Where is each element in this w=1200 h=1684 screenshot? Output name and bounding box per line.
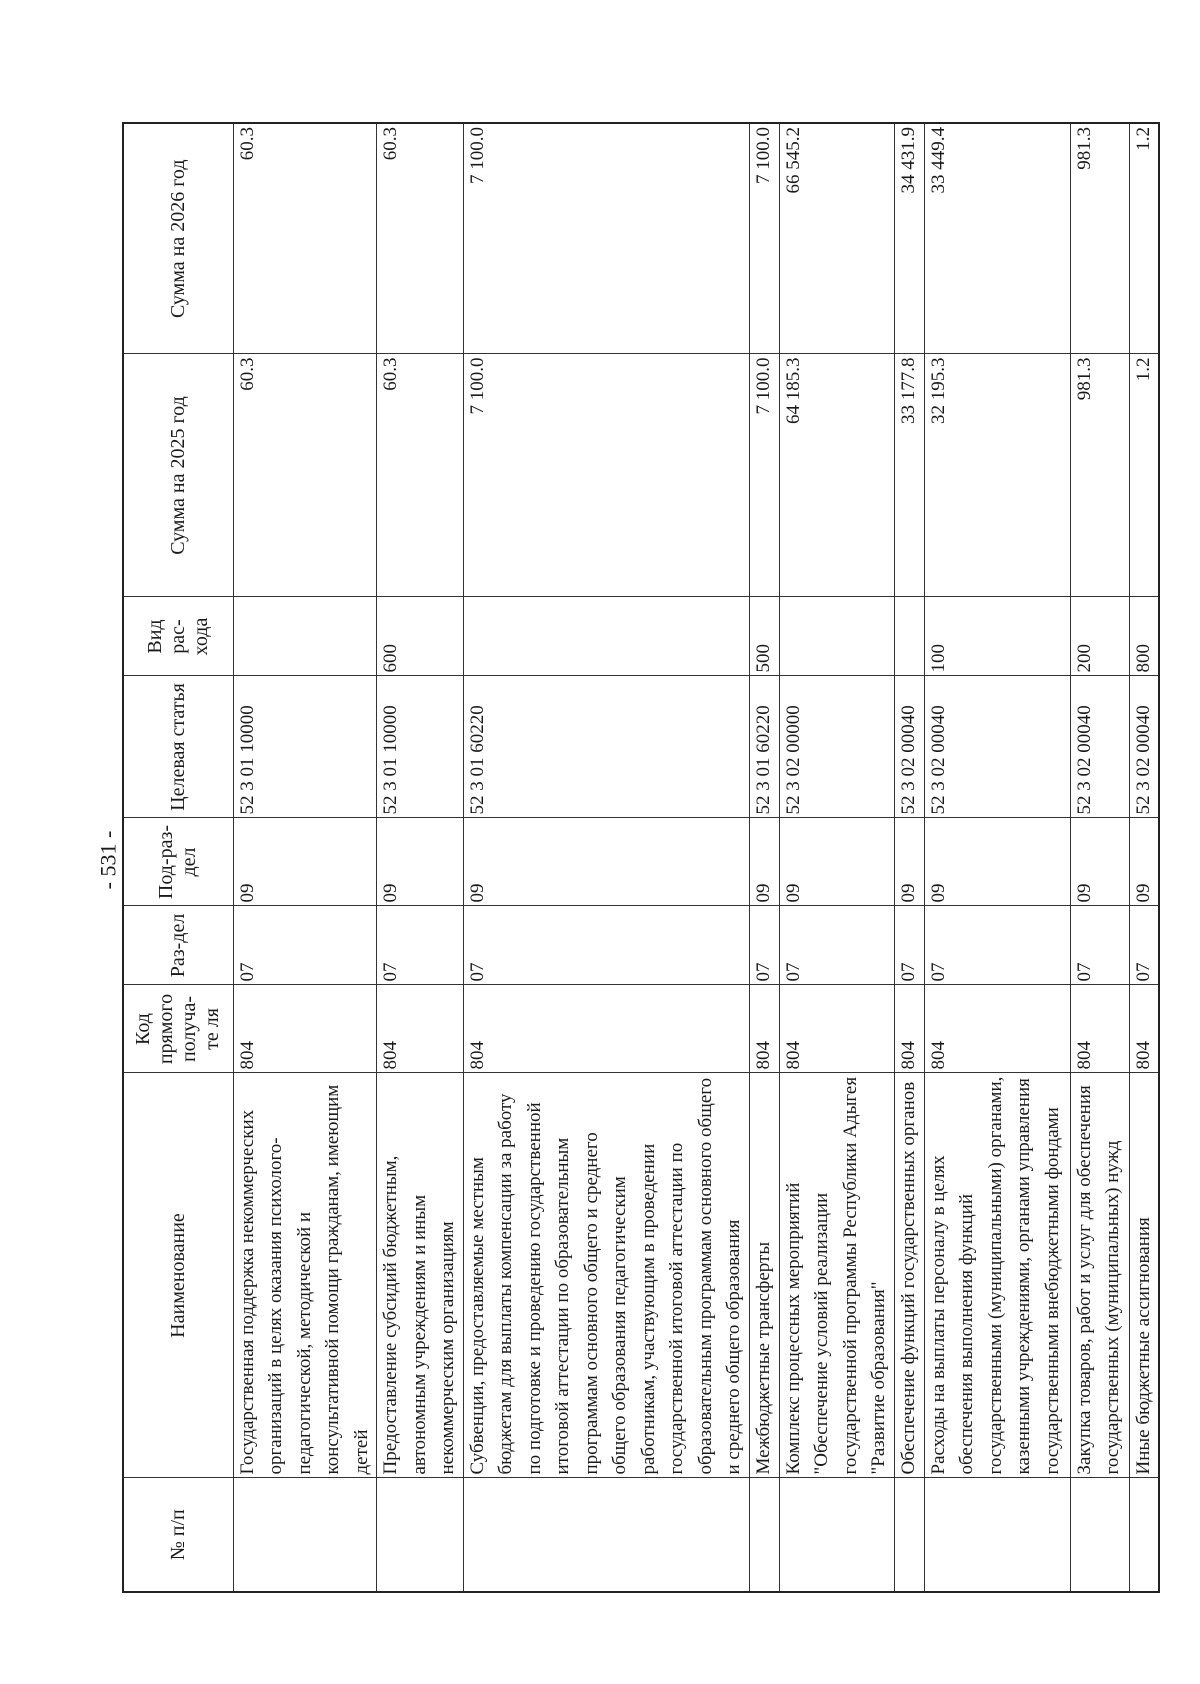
cell-section: 07 <box>377 906 464 985</box>
cell-code: 804 <box>894 985 924 1073</box>
cell-sum-2026: 34 431.9 <box>894 123 924 354</box>
cell-code: 804 <box>233 985 377 1073</box>
cell-section: 07 <box>1129 906 1159 985</box>
cell-sum-2026: 981.3 <box>1070 123 1129 354</box>
cell-code: 804 <box>749 985 779 1073</box>
cell-sum-2025: 981.3 <box>1070 354 1129 597</box>
cell-sum-2026: 60.3 <box>377 123 464 354</box>
header-section: Раз-дел <box>123 906 233 985</box>
cell-name: Расходы на выплаты персоналу в целях обеспечения выполнения функций государственными (муниципальными) органами, казенными учреждениями, органами управления государственными внебюджетными фондами <box>924 1073 1070 1478</box>
cell-sum-2026: 7 100.0 <box>463 123 749 354</box>
cell-subsection: 09 <box>463 818 749 906</box>
table-row <box>894 123 924 1592</box>
table-row <box>779 123 894 1592</box>
cell-kind <box>779 597 894 676</box>
cell-subsection: 09 <box>233 818 377 906</box>
cell-section: 07 <box>779 906 894 985</box>
budget-table <box>122 122 1160 1593</box>
cell-num <box>377 1478 464 1592</box>
cell-article: 52 3 02 00040 <box>1129 676 1159 818</box>
cell-article: 52 3 02 00040 <box>924 676 1070 818</box>
table-header-row <box>123 123 233 1592</box>
cell-subsection: 09 <box>1129 818 1159 906</box>
header-article: Целевая статья <box>123 676 233 818</box>
cell-subsection: 09 <box>924 818 1070 906</box>
cell-kind <box>233 597 377 676</box>
header-subsection: Под-раз-дел <box>123 818 233 906</box>
cell-name: Предоставление субсидий бюджетным, автономным учреждениям и иным некоммерческим организациям <box>377 1073 464 1478</box>
cell-code: 804 <box>1070 985 1129 1073</box>
cell-subsection: 09 <box>749 818 779 906</box>
cell-article: 52 3 02 00040 <box>1070 676 1129 818</box>
table-row <box>749 123 779 1592</box>
cell-kind: 100 <box>924 597 1070 676</box>
cell-code: 804 <box>1129 985 1159 1073</box>
cell-section: 07 <box>1070 906 1129 985</box>
cell-sum-2025: 33 177.8 <box>894 354 924 597</box>
cell-sum-2025: 7 100.0 <box>749 354 779 597</box>
table-row <box>1070 123 1129 1592</box>
cell-kind: 800 <box>1129 597 1159 676</box>
header-code: Код прямого получа-те ля <box>123 985 233 1073</box>
rotated-table-container <box>122 124 1154 1593</box>
cell-article: 52 3 02 00040 <box>894 676 924 818</box>
table-row <box>463 123 749 1592</box>
cell-sum-2025: 32 195.3 <box>924 354 1070 597</box>
cell-article: 52 3 01 60220 <box>749 676 779 818</box>
cell-sum-2026: 7 100.0 <box>749 123 779 354</box>
header-sum-2025: Сумма на 2025 год <box>123 354 233 597</box>
cell-name: Закупка товаров, работ и услуг для обеспечения государственных (муниципальных) нужд <box>1070 1073 1129 1478</box>
table-row <box>924 123 1070 1592</box>
cell-kind: 500 <box>749 597 779 676</box>
cell-subsection: 09 <box>894 818 924 906</box>
table-row <box>233 123 377 1592</box>
cell-sum-2026: 66 545.2 <box>779 123 894 354</box>
cell-subsection: 09 <box>1070 818 1129 906</box>
cell-name: Комплекс процессных мероприятий "Обеспечение условий реализации государственной программы Республики Адыгея "Развитие образования" <box>779 1073 894 1478</box>
page-number: - 531 - <box>95 830 120 890</box>
cell-article: 52 3 01 60220 <box>463 676 749 818</box>
cell-kind <box>894 597 924 676</box>
header-name: Наименование <box>123 1073 233 1478</box>
cell-article: 52 3 01 10000 <box>233 676 377 818</box>
cell-num <box>233 1478 377 1592</box>
cell-num <box>749 1478 779 1592</box>
cell-name: Иные бюджетные ассигнования <box>1129 1073 1159 1478</box>
cell-code: 804 <box>924 985 1070 1073</box>
cell-num <box>1070 1478 1129 1592</box>
cell-code: 804 <box>463 985 749 1073</box>
cell-name: Межбюджетные трансферты <box>749 1073 779 1478</box>
cell-num <box>894 1478 924 1592</box>
cell-kind <box>463 597 749 676</box>
cell-code: 804 <box>779 985 894 1073</box>
cell-name: Субвенции, предоставляемые местным бюджетам для выплаты компенсации за работу по подготовке и проведению государственной итоговой аттестации по образовательным программам основного общего и среднего общего образования педагогическим работникам, участвующим в проведении государственной итоговой аттестации по образовательным программам основного общего и среднего общего образования <box>463 1073 749 1478</box>
cell-sum-2025: 60.3 <box>233 354 377 597</box>
cell-sum-2025: 64 185.3 <box>779 354 894 597</box>
header-kind: Вид рас-хода <box>123 597 233 676</box>
cell-section: 07 <box>749 906 779 985</box>
cell-sum-2026: 60.3 <box>233 123 377 354</box>
cell-subsection: 09 <box>377 818 464 906</box>
cell-sum-2025: 60.3 <box>377 354 464 597</box>
header-sum-2026: Сумма на 2026 год <box>123 123 233 354</box>
cell-article: 52 3 01 10000 <box>377 676 464 818</box>
cell-name: Государственная поддержка некоммерческих организаций в целях оказания психолого-педагогической, методической и консультативной помощи гражданам, имеющим детей <box>233 1073 377 1478</box>
cell-sum-2026: 1.2 <box>1129 123 1159 354</box>
cell-subsection: 09 <box>779 818 894 906</box>
cell-num <box>463 1478 749 1592</box>
cell-sum-2025: 7 100.0 <box>463 354 749 597</box>
cell-num <box>924 1478 1070 1592</box>
cell-code: 804 <box>377 985 464 1073</box>
cell-sum-2025: 1.2 <box>1129 354 1159 597</box>
cell-name: Обеспечение функций государственных органов <box>894 1073 924 1478</box>
cell-section: 07 <box>924 906 1070 985</box>
header-num: № п/п <box>123 1478 233 1592</box>
cell-section: 07 <box>463 906 749 985</box>
cell-num <box>1129 1478 1159 1592</box>
cell-kind: 600 <box>377 597 464 676</box>
cell-kind: 200 <box>1070 597 1129 676</box>
table-row <box>377 123 464 1592</box>
table-row <box>1129 123 1159 1592</box>
cell-section: 07 <box>233 906 377 985</box>
cell-sum-2026: 33 449.4 <box>924 123 1070 354</box>
cell-num <box>779 1478 894 1592</box>
cell-article: 52 3 02 00000 <box>779 676 894 818</box>
cell-section: 07 <box>894 906 924 985</box>
